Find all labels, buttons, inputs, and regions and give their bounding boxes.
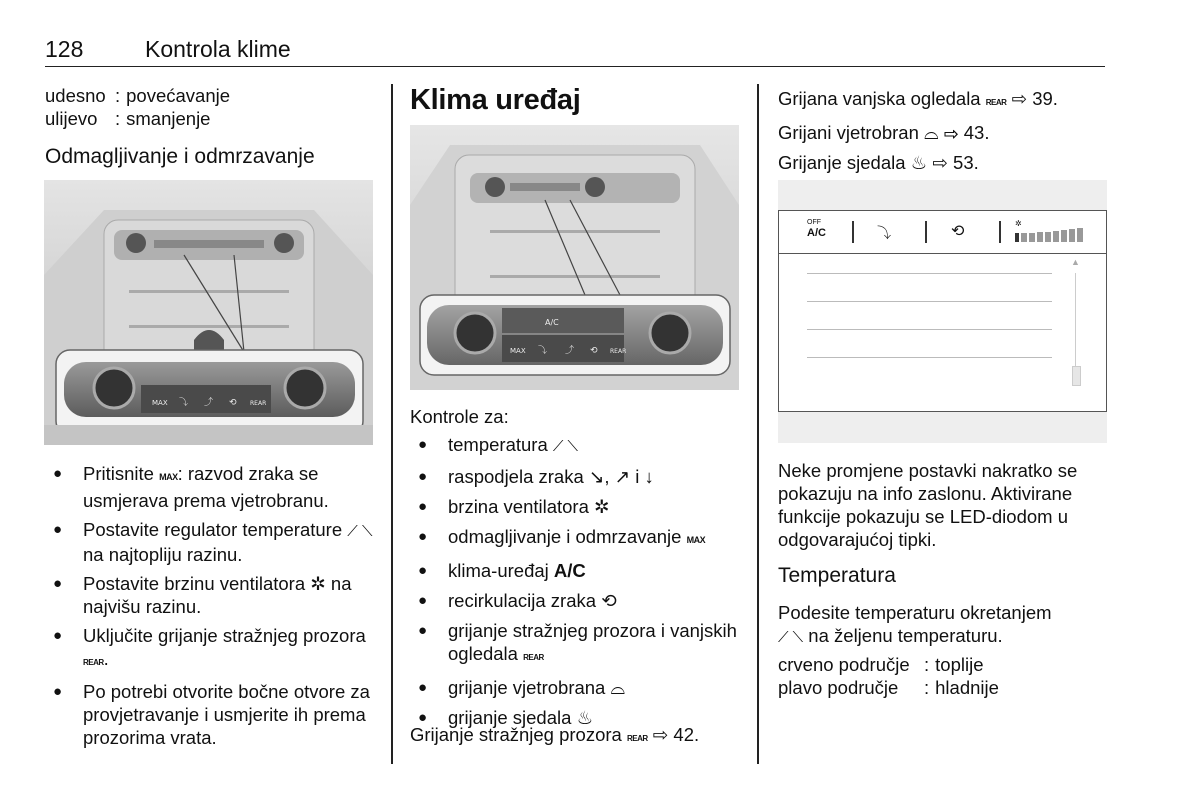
section-heading: Temperatura — [778, 564, 896, 587]
climate-console-image — [410, 125, 739, 390]
display-placeholder-line — [807, 357, 1052, 358]
panel-ac-label: A/C — [545, 318, 559, 327]
rear-heating-reference: Grijanje stražnjeg prozora REAR ⇨ 42. — [410, 724, 700, 745]
list-item: ● brzina ventilatora ✲ — [410, 495, 745, 518]
reference-line: Grijanje sjedala ♨ ⇨ 53. — [778, 152, 979, 173]
temperature-paragraph: Podesite temperaturu okretanjem ⟋ ⟍ na željenu temperaturu. — [778, 602, 1052, 646]
list-item: ● klima-uređaj A/C — [410, 559, 745, 582]
fan-speed-bars — [1015, 228, 1087, 242]
def-desc: povećavanje — [126, 85, 231, 106]
list-item: ● recirkulacija zraka ⟲ — [410, 589, 745, 612]
air-distribution-icon: ↘, ↗ i ↓ — [588, 466, 654, 487]
rear-defrost-icon: REAR — [626, 734, 648, 743]
fan-icon: ✲ — [594, 496, 610, 517]
list-item: ● grijanje stražnjeg prozora i vanjskih ogledala REAR — [410, 619, 745, 669]
temperature-defs — [778, 653, 1113, 699]
panel-key-label: MAX — [152, 399, 168, 407]
display-ac-status — [807, 219, 826, 240]
list-item: ● Uključite grijanje stražnjeg prozora REAR. — [45, 624, 375, 674]
scroll-up-arrow-icon: ▲ — [1071, 257, 1080, 267]
reference-line: Grijani vjetrobran ⌓ ⇨ 43. — [778, 122, 990, 143]
reference-line: Grijana vanjska ogledala REAR ⇨ 39. — [778, 88, 1058, 109]
page-reference: ⇨ 39. — [1011, 88, 1058, 109]
rear-defrost-icon: REAR — [523, 653, 544, 662]
definition-row — [45, 84, 375, 107]
scrollbar-thumb — [1072, 366, 1081, 386]
info-display-screen — [778, 210, 1107, 412]
controls-list — [410, 433, 745, 729]
panel-key-label: ⤵ — [538, 346, 548, 356]
column-divider-1 — [391, 84, 393, 764]
def-desc: hladnije — [935, 677, 999, 698]
fan-speed-indicator — [1015, 219, 1087, 247]
page-reference: ⇨ 43. — [943, 122, 990, 143]
chapter-title: Kontrola klime — [145, 36, 291, 62]
rear-defrost-icon: REAR — [985, 98, 1007, 107]
list-item: ● odmagljivanje i odmrzavanje MAX — [410, 525, 745, 552]
separator — [999, 221, 1001, 243]
defrost-steps-list — [45, 462, 375, 755]
col1-defs — [45, 84, 375, 130]
list-item: ● Postavite regulator temperature ⟋ ⟍ na najtopliju razinu. — [45, 518, 375, 566]
def-term: udesno — [45, 85, 106, 106]
seat-heating-icon: ♨ — [576, 707, 594, 728]
display-placeholder-line — [807, 329, 1052, 330]
page-reference: ⇨ 53. — [932, 152, 979, 173]
def-desc: toplije — [935, 654, 984, 675]
page-number: 128 — [45, 36, 84, 62]
display-status-bar — [779, 211, 1106, 254]
console-photo-2 — [410, 125, 739, 390]
list-item: ● temperatura ⟋ ⟍ — [410, 433, 745, 458]
temperature-knob-icon: ⟋ ⟍ — [778, 629, 804, 646]
page-reference: ⇨ 42. — [652, 724, 700, 745]
list-item: ● grijanje sjedala ♨ — [410, 706, 745, 729]
list-item: ● raspodjela zraka ↘, ↗ i ↓ — [410, 465, 745, 488]
def-term: plavo područje — [778, 677, 899, 698]
ac-label: A/C — [553, 560, 586, 581]
temperature-knob-icon: ⟋ ⟍ — [347, 523, 373, 540]
list-item: ● Pritisnite MAX: razvod zraka se usmjerava prema vjetrobranu. — [45, 462, 375, 512]
windscreen-heating-icon: ⌓ — [610, 677, 626, 698]
air-distribution-icon: ⤵ — [877, 225, 891, 241]
separator — [925, 221, 927, 243]
panel-key-label: ⟲ — [590, 346, 598, 356]
defrost-max-icon: MAX — [686, 535, 706, 545]
temperature-knob-icon: ⟋ ⟍ — [552, 438, 579, 455]
def-term: ulijevo — [45, 108, 98, 129]
panel-key-label: ⤴ — [204, 398, 214, 408]
list-item: ● Po potrebi otvorite bočne otvore za provjetravanje i usmjerite ih prema prozorima vrata. — [45, 680, 375, 749]
display-off-label: OFF — [807, 219, 821, 226]
windscreen-heating-icon: ⌓ — [924, 122, 939, 143]
panel-key-label: MAX — [510, 347, 526, 355]
definition-row — [778, 653, 1113, 676]
fan-icon: ✲ — [1015, 219, 1022, 228]
section-heading: Odmagljivanje i odmrzavanje — [45, 145, 315, 168]
recirculation-icon: ⟲ — [951, 223, 965, 240]
def-colon: : — [115, 85, 121, 106]
list-item: ● Postavite brzinu ventilatora ✲ na najvišu razinu. — [45, 572, 375, 618]
display-placeholder-line — [807, 301, 1052, 302]
section-title: Klima uređaj — [410, 84, 581, 116]
def-colon: : — [924, 677, 930, 698]
info-display-paragraph: Neke promjene postavki nakratko se pokazuju na info zaslonu. Aktivirane funkcije pokazuju se LED-diodom u odgovarajućoj tipki. — [778, 460, 1078, 550]
controls-intro: Kontrole za: — [410, 406, 509, 427]
rear-defrost-icon: REAR — [83, 658, 104, 667]
info-display-illustration — [778, 180, 1107, 443]
recirculation-icon: ⟲ — [601, 590, 617, 611]
separator — [852, 221, 854, 243]
def-term: crveno područje — [778, 654, 910, 675]
page-header — [45, 34, 1105, 67]
display-ac-label: A/C — [807, 227, 826, 239]
panel-key-label: ⤵ — [179, 398, 189, 408]
console-photo-1 — [44, 180, 373, 445]
col3-references — [778, 84, 1108, 178]
defrost-max-icon: MAX — [159, 472, 178, 482]
def-desc: smanjenje — [126, 108, 211, 129]
definition-row — [778, 676, 1113, 699]
def-colon: : — [924, 654, 930, 675]
fan-icon: ✲ — [310, 573, 326, 594]
panel-key-label: ⟲ — [229, 398, 237, 408]
def-colon: : — [115, 108, 121, 129]
climate-console-image — [44, 180, 373, 445]
seat-heating-icon: ♨ — [910, 152, 928, 173]
column-divider-2 — [757, 84, 759, 764]
definition-row — [45, 107, 375, 130]
display-placeholder-line — [807, 273, 1052, 274]
panel-key-label: REAR — [610, 348, 627, 355]
list-item: ● grijanje vjetrobrana ⌓ — [410, 676, 745, 699]
panel-key-label: ⤴ — [565, 346, 575, 356]
panel-key-label: REAR — [250, 400, 267, 407]
